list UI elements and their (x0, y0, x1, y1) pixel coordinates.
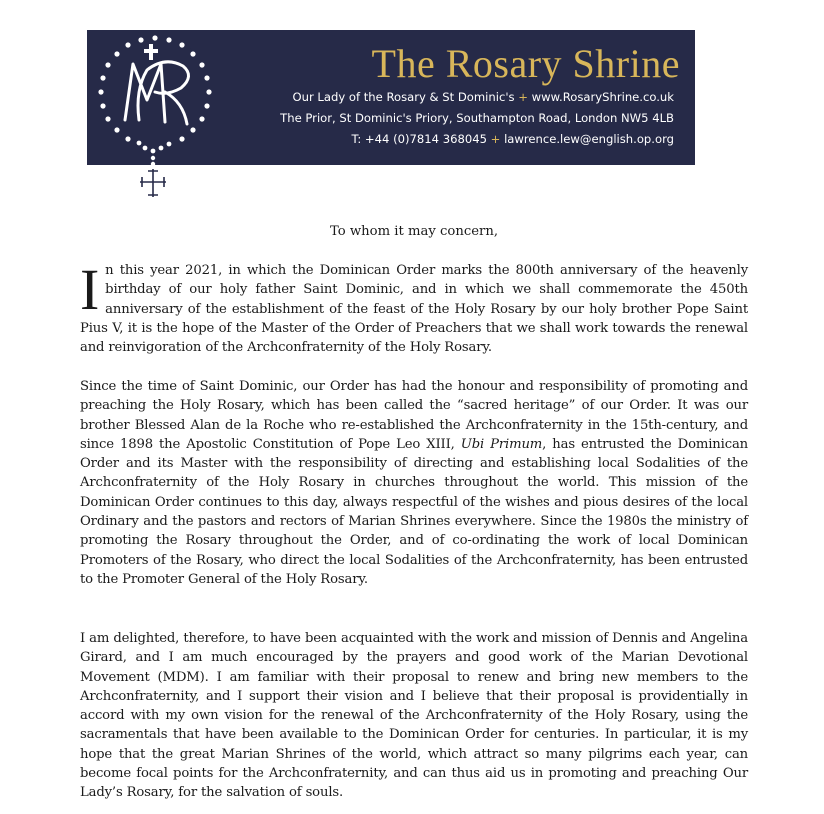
paragraph-2 (80, 377, 748, 589)
drop-cap: I (80, 257, 100, 322)
org-title: The Rosary Shrine (371, 41, 680, 86)
paragraph-2-text-end: , has entrusted the Dominican Order and its Master with the responsibility of directing and establishing local Sodalities of the Archconfraternity of the Holy Rosary in churches throughout the world. This mission of the Dominican Order continues to this day, always respectful of the wishes and pious desires of the local Ordinary and the pastors and rectors of Marian Shrines everywhere. Since the 1980s the ministry of promoting the Rosary throughout the Order, and of co-ordinating the work of local Dominican Promoters of the Rosary, who direct the local Sodalities of the Archconfraternity, has been entrusted to the Promoter General of the Holy Rosary. (80, 436, 748, 587)
shrine-name: Our Lady of the Rosary & St Dominic's (292, 90, 515, 104)
email-link[interactable]: lawrence.lew@english.op.org (504, 132, 674, 146)
salutation: To whom it may concern, (329, 224, 499, 239)
paragraph-3: I am delighted, therefore, to have been acquainted with the work and mission of Dennis and Angelina Girard, and I am much encouraged by the prayers and good work of the Marian Devotional Movement (MDM). I am familiar with their proposal to renew and bring new members to the Archconfraternity, and I support their vision and I believe that their proposal is providentially in accord with my own vision for the renewal of the Archconfraternity of the Holy Rosary, using the sacramentals that have been available to the Dominican Order for centuries. In particular, it is my hope that the great Marian Shrines of the world, which attract so many pilgrims each year, can become focal points for the Archconfraternity, and can thus aid us in promoting and preaching Our Lady’s Rosary, for the salvation of souls. (80, 631, 748, 801)
phone-number: T: +44 (0)7814 368045 (351, 132, 487, 146)
address-line-2: The Prior, St Dominic's Priory, Southampton Road, London NW5 4LB (280, 111, 674, 125)
paragraph-1 (80, 257, 748, 357)
separator-plus: + (518, 90, 528, 104)
website-link[interactable]: www.RosaryShrine.co.uk (531, 90, 674, 104)
separator-plus: + (490, 132, 501, 146)
address-line-1 (254, 89, 674, 105)
paragraph-2-text-start: Since the time of Saint Dominic, our Order has had the honour and responsibility of promoting and preaching the Holy Rosary, which has been called the “sacred heritage” of our Order. It was our brother Blessed Alan de la Roche who re-established the Archconfraternity in the 15th-century, and since 1898 the Apostolic Constitution of Pope Leo XIII, (80, 379, 748, 452)
document-title-italic: Ubi Primum (460, 436, 543, 452)
address-line-3 (254, 131, 674, 147)
paragraph-1-text: n this year 2021, in which the Dominican Order marks the 800th anniversary of the heavenly birthday of our holy father Saint Dominic, and in which we shall commemorate the 450th anniversary of the establishment of the feast of the Holy Rosary by our holy brother Pope Saint Pius V, it is the hope of the Master of the Order of Preachers that we shall work towards the renewal and reinvigoration of the Archconfraternity of the Holy Rosary. (80, 263, 748, 356)
rosary-monogram-icon (95, 30, 223, 200)
